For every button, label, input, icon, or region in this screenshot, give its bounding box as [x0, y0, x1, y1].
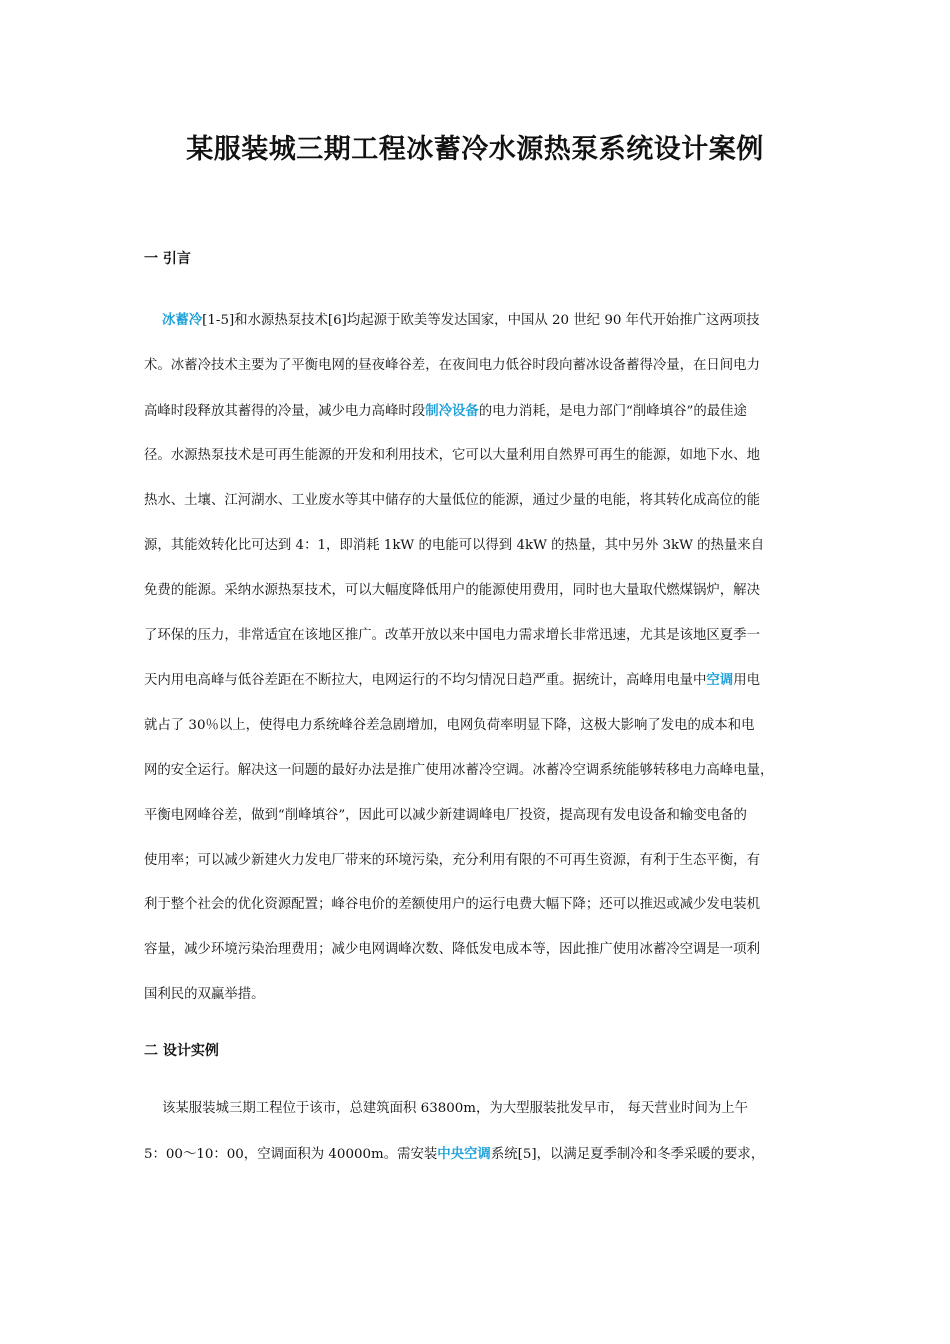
text-segment: 5：00～10：00，空调面积为 40000m。需安装	[144, 1146, 438, 1162]
text-segment: 高峰时段释放其蓄得的冷量，减少电力高峰时段	[144, 403, 426, 419]
text-segment: 使用率；可以减少新建火力发电厂带来的环境污染，充分利用有限的不可再生资源，有利于生态平衡，有	[144, 852, 760, 868]
text-line	[144, 973, 814, 1018]
text-segment: 系统[5]，以满足夏季制冷和冬季采暖的要求，	[490, 1146, 765, 1162]
text-segment: 利于整个社会的优化资源配置；峰谷电价的差额使用户的运行电费大幅下降；还可以推迟或减少发电装机	[144, 897, 760, 913]
text-segment: 该某服装城三期工程位于该市，总建筑面积 63800m，为大型服装批发早市， 每天营业时间为上午	[162, 1101, 749, 1116]
text-segment: 的电力消耗，是电力部门“削峰填谷”的最佳途	[478, 403, 747, 419]
keyword-link[interactable]: 空调	[706, 672, 734, 689]
keyword-link[interactable]: 中央空调	[437, 1145, 491, 1162]
text-line	[144, 794, 814, 839]
section-heading-design-example: 二 设计实例	[144, 1043, 219, 1059]
design-example-paragraph	[144, 1087, 814, 1178]
text-line	[144, 524, 814, 569]
text-line	[144, 749, 814, 794]
text-line	[144, 434, 814, 479]
text-line	[144, 569, 814, 614]
text-segment: 网的安全运行。解决这一问题的最好办法是推广使用冰蓄冷空调。冰蓄冷空调系统能够转移电力高峰电量，	[144, 762, 774, 778]
text-line	[144, 344, 814, 389]
text-line	[144, 479, 814, 524]
keyword-link[interactable]: 冰蓄冷	[162, 312, 203, 328]
text-line	[144, 614, 814, 659]
text-line	[144, 704, 814, 749]
text-segment: 径。水源热泵技术是可再生能源的开发和利用技术，它可以大量利用自然界可再生的能源，如地下水、地	[144, 448, 760, 464]
text-segment: 免费的能源。采纳水源热泵技术，可以大幅度降低用户的能源使用费用，同时也大量取代燃煤锅炉，解决	[144, 582, 760, 598]
document-title: 某服装城三期工程冰蓄冷水源热泵系统设计案例	[186, 134, 764, 165]
text-line	[144, 928, 814, 973]
text-segment: 术。冰蓄冷技术主要为了平衡电网的昼夜峰谷差，在夜间电力低谷时段向蓄冰设备蓄得冷量，在日间电力	[144, 357, 760, 373]
text-segment: 源，其能效转化比可达到 4：1，即消耗 1kW 的电能可以得到 4kW 的热量，其中另外 3kW 的热量来自	[144, 537, 765, 553]
section-heading-introduction: 一 引言	[144, 251, 191, 267]
keyword-link[interactable]: 制冷设备	[425, 402, 479, 419]
text-segment: 天内用电高峰与低谷差距在不断拉大，电网运行的不均匀情况日趋严重。据统计，高峰用电量中	[144, 673, 707, 689]
text-segment: [1-5]和水源热泵技术[6]均起源于欧美等发达国家，中国从 20 世纪 90 年代开始推广这两项技	[202, 313, 760, 328]
introduction-paragraph	[144, 298, 814, 1018]
text-segment: 热水、土壤、江河湖水、工业废水等其中储存的大量低位的能源，通过少量的电能，将其转化成高位的能	[144, 493, 760, 509]
text-segment: 用电	[733, 673, 760, 689]
text-line	[144, 389, 814, 435]
text-line	[144, 1132, 814, 1178]
text-line	[144, 658, 814, 704]
text-line	[144, 839, 814, 884]
text-line	[144, 883, 814, 928]
text-segment: 容量，减少环境污染治理费用；减少电网调峰次数、降低发电成本等，因此推广使用冰蓄冷空调是一项利	[144, 942, 760, 958]
text-segment: 了环保的压力，非常适宜在该地区推广。改革开放以来中国电力需求增长非常迅速，尤其是该地区夏季一	[144, 627, 760, 643]
text-segment: 平衡电网峰谷差，做到“削峰填谷”，因此可以减少新建调峰电厂投资，提高现有发电设备和输变电备的	[144, 807, 747, 823]
text-line	[144, 298, 814, 344]
text-line	[144, 1087, 814, 1132]
text-segment: 国利民的双赢举措。	[144, 986, 265, 1002]
text-segment: 就占了 30％以上，使得电力系统峰谷差急剧增加，电网负荷率明显下降，这极大影响了发电的成本和电	[144, 718, 755, 734]
